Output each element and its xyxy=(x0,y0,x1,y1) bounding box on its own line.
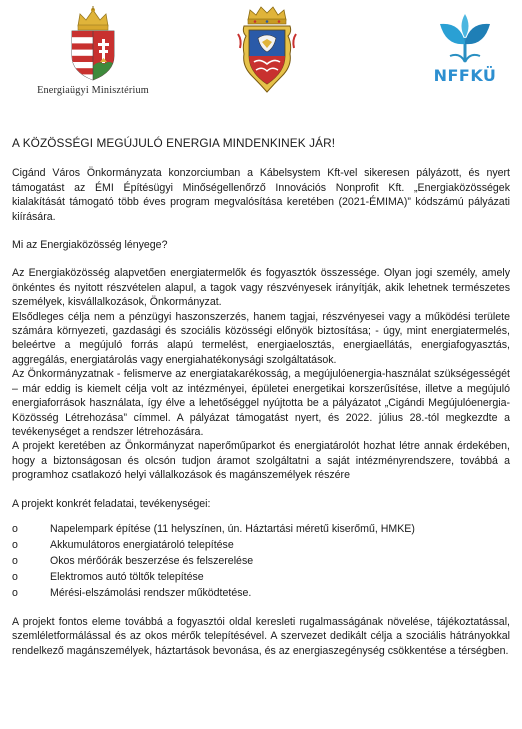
ministry-name: Energiaügyi Minisztérium xyxy=(37,85,149,96)
intro-paragraph: Cigánd Város Önkormányzata konzorciumban a Kábelsystem Kft-vel sikeresen pályázott, és nyert támogatást az ÉMI Építésügyi Minőségellenőrző Innovációs Nonprofit Kft. „Energiaközösségek kialakítását támogató több éves program megvalósítása keretében (2021-ÉMIMA)” kódszámú pályázati kiírására. xyxy=(12,167,510,223)
nffku-wordmark: NFFKÜ xyxy=(433,66,497,85)
list-item xyxy=(12,553,510,569)
list-marker: o xyxy=(12,522,18,535)
question-heading: Mi az Energiaközösség lényege? xyxy=(12,239,168,252)
hungarian-coat-of-arms-icon xyxy=(66,6,120,82)
nffku-logo xyxy=(424,12,506,94)
list-item-text: Elektromos autó töltők telepítése xyxy=(50,570,204,583)
document-title: A KÖZÖSSÉGI MEGÚJULÓ ENERGIA MINDENKINEK JÁR! xyxy=(12,136,336,150)
paragraph-definition: Az Energiaközösség alapvetően energiatermelők és fogyasztók összessége. Olyan jogi személy, amely önkéntes és nyitott részvételen alapul, a tagok vagy részvényesek irányítják, akik lehetnek természetes személyek, kisvállalkozások, Önkormányzat. xyxy=(12,267,510,309)
list-item xyxy=(12,585,510,601)
list-item-text: Napelempark építése (11 helyszínen, ún. Háztartási méretű kiserőmű, HMKE) xyxy=(50,522,415,535)
cigand-coat-of-arms-icon xyxy=(236,4,298,96)
closing-paragraph: A projekt fontos eleme továbbá a fogyasztói oldal keresleti rugalmasságának növelése, tájékoztatással, szemléletformálással és az okos mérők telepítésével. A szervezet dedikált célja a szociális hátrányokkal rendelkező magánszemélyek, háztartások bevonása, és az energiaszegénység csökkentése a térségben. xyxy=(12,615,510,657)
list-marker: o xyxy=(12,570,18,583)
header-logos xyxy=(0,0,522,110)
list-item xyxy=(12,521,510,537)
paragraph-municipality: Az Önkormányzatnak - felismerve az energiatakarékosság, a megújulóenergia-használat szükségességét – már eddig is kiemelt célja volt az intézményei, épületei energetikai korszerűsítése, illetve a megújuló energiaforrások használata, így élve a lehetőséggel nyújtotta be a pályázatot „Cigándi Megújulóenergia-Közösség Létrehozása” címmel. A pályázat támogatást nyert, és 2022. július 28.-tól megkezdte a tevékenységet a rendszer létrehozására. xyxy=(12,368,510,438)
list-marker: o xyxy=(12,554,18,567)
ministry-logo xyxy=(8,6,178,102)
plant-leaves-icon xyxy=(424,12,506,66)
list-marker: o xyxy=(12,586,18,599)
list-item-text: Akkumulátoros energiatároló telepítése xyxy=(50,538,234,551)
list-item xyxy=(12,537,510,553)
list-item-text: Okos mérőórák beszerzése és felszerelése xyxy=(50,554,254,567)
list-item xyxy=(12,569,510,585)
tasks-list xyxy=(12,521,510,601)
list-item-text: Mérési-elszámolási rendszer működtetése. xyxy=(50,586,252,599)
paragraph-purpose: Elsődleges célja nem a pénzügyi haszonszerzés, hanem tagjai, részvényesei vagy a működési területe számára környezeti, gazdasági és szociális közösségi előnyök biztosítása; - úgy, mint energiatermelés, beleértve a megújuló forrás alapú termelést, energiaelosztás, energiaellátás, energiafogyasztás, aggregálás, energiatárolás vagy energiahatékonysági szolgáltatások. xyxy=(12,310,510,366)
list-marker: o xyxy=(12,538,18,551)
tasks-heading: A projekt konkrét feladatai, tevékenységei: xyxy=(12,497,211,510)
document-body xyxy=(12,136,510,658)
cigand-coat-of-arms-logo xyxy=(236,4,298,96)
paragraph-project: A projekt keretében az Önkormányzat naperőműparkot és energiatárolót hozhat létre annak érdekében, hogy a biztonságosan és olcsón tudjon áramot szolgáltatni a saját intézményrendszere, továbbá a programhoz csatlakozó helyi vállalkozások és magánszemélyek részére xyxy=(12,440,510,482)
